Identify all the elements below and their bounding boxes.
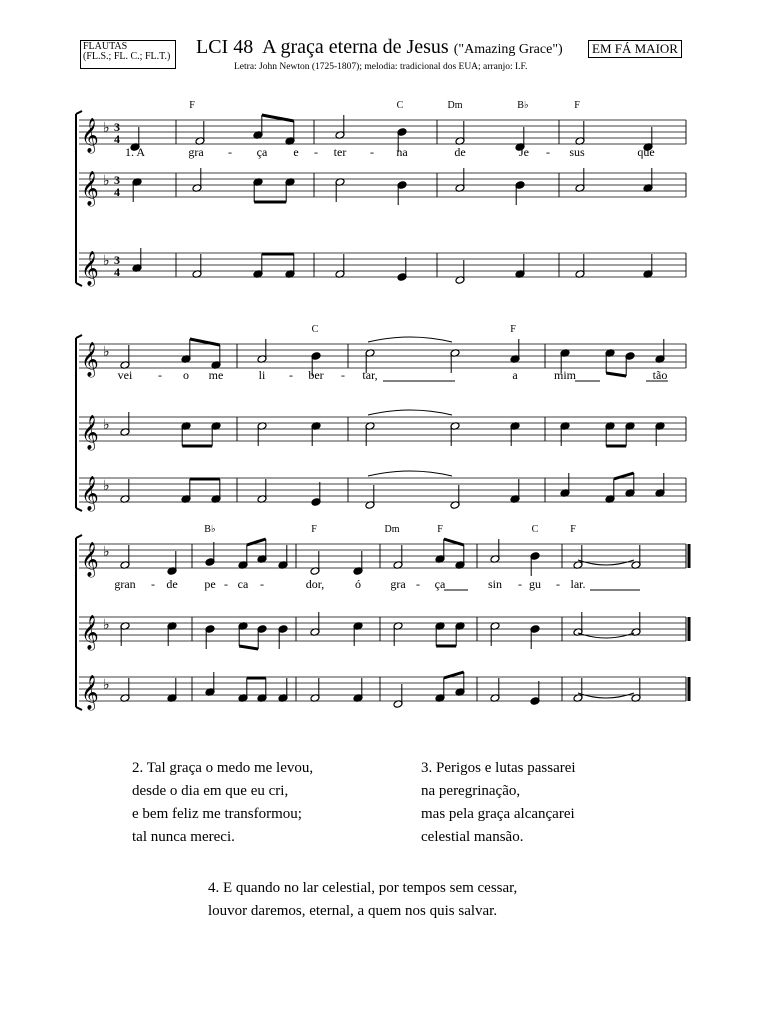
- flat-sign-icon: ♭: [103, 418, 110, 433]
- lyric-hyphen: -: [416, 577, 420, 591]
- tie: [578, 693, 634, 698]
- lyric-syllable: vei: [117, 368, 133, 382]
- lyric-hyphen: -: [151, 577, 155, 591]
- lyric-syllable: 1. A: [124, 145, 146, 159]
- credits-line: Letra: John Newton (1725-1807); melodia: tradicional dos EUA; arranjo: I.F.: [234, 62, 528, 72]
- tie: [368, 337, 452, 342]
- verse-line: 4. E quando no lar celestial, por tempos sem cessar,: [208, 880, 518, 896]
- chord-symbol: Dm: [384, 524, 400, 535]
- time-signature-bottom: 4: [114, 132, 120, 146]
- verse-line: na peregrinação,: [421, 783, 521, 799]
- lyric-syllable: Je: [519, 145, 529, 159]
- treble-clef-icon: 𝄞: [81, 172, 99, 205]
- lyric-hyphen: -: [224, 577, 228, 591]
- chord-symbol: F: [574, 100, 580, 111]
- lyric-hyphen: -: [546, 145, 550, 159]
- lyric-syllable: sin: [487, 577, 503, 591]
- lyric-syllable: que: [637, 145, 655, 159]
- lyric-syllable: tar,: [362, 368, 378, 382]
- lyric-syllable: gran: [114, 577, 136, 591]
- verse-line: e bem feliz me transformou;: [132, 806, 302, 822]
- treble-clef-icon: 𝄞: [81, 477, 99, 510]
- verse-line: tal nunca mereci.: [132, 829, 235, 845]
- key-box: EM FÁ MAIOR: [588, 40, 682, 58]
- lyric-syllable: ó: [355, 577, 361, 591]
- flat-sign-icon: ♭: [103, 254, 110, 269]
- verse-4: [208, 877, 517, 923]
- lyric-hyphen: -: [260, 577, 264, 591]
- hymn-title: A graça eterna de Jesus: [262, 36, 449, 58]
- tie: [368, 471, 452, 476]
- lyric-syllable: lar.: [570, 577, 586, 591]
- lyric-syllable: ça: [256, 145, 268, 159]
- flat-sign-icon: ♭: [103, 545, 110, 560]
- chord-symbol: C: [396, 100, 404, 111]
- tie: [578, 560, 634, 565]
- time-signature-top: 3: [114, 173, 120, 187]
- flat-sign-icon: ♭: [103, 174, 110, 189]
- treble-clef-icon: 𝄞: [81, 676, 99, 709]
- hymn-subtitle: ("Amazing Grace"): [453, 42, 563, 57]
- lyric-syllable: e: [293, 145, 299, 159]
- verse-line: 3. Perigos e lutas passarei: [421, 760, 576, 776]
- chord-symbol: F: [311, 524, 317, 535]
- time-signature-top: 3: [114, 253, 120, 267]
- tie: [368, 410, 452, 415]
- verse-line: 2. Tal graça o medo me levou,: [132, 760, 314, 776]
- lyric-syllable: dor,: [305, 577, 325, 591]
- note-beam: [239, 646, 258, 649]
- flat-sign-icon: ♭: [103, 678, 110, 693]
- lyric-syllable: na: [396, 145, 408, 159]
- lyric-hyphen: -: [289, 368, 293, 382]
- lyric-syllable: pe: [204, 577, 216, 591]
- lyric-syllable: ca: [237, 577, 249, 591]
- lyric-syllable: o: [183, 368, 189, 382]
- lyric-syllable: me: [208, 368, 224, 382]
- lyric-hyphen: -: [370, 145, 374, 159]
- treble-clef-icon: 𝄞: [81, 616, 99, 649]
- verse-line: mas pela graça alcançarei: [421, 806, 575, 822]
- chord-symbol: F: [437, 524, 443, 535]
- lyric-hyphen: -: [556, 577, 560, 591]
- note-beam: [606, 373, 626, 376]
- treble-clef-icon: 𝄞: [81, 252, 99, 285]
- instrument-parts: (FL.S.; FL. C.; FL.T.): [83, 51, 171, 62]
- lyric-syllable: tão: [652, 368, 668, 382]
- verse-3: [421, 757, 576, 849]
- lyric-syllable: a: [512, 368, 518, 382]
- lyric-syllable: mim: [553, 368, 577, 382]
- lyric-syllable: gu: [529, 577, 541, 591]
- lyric-hyphen: -: [518, 577, 522, 591]
- chord-symbol: C: [531, 524, 539, 535]
- lyric-syllable: sus: [569, 145, 585, 159]
- chord-symbol: F: [189, 100, 195, 111]
- lyric-hyphen: -: [158, 368, 162, 382]
- chord-symbol: B♭: [204, 524, 216, 535]
- treble-clef-icon: 𝄞: [81, 416, 99, 449]
- verse-line: louvor daremos, eternal, a quem nos quis salvar.: [208, 903, 498, 919]
- flat-sign-icon: ♭: [103, 618, 110, 633]
- lyric-syllable: li: [258, 368, 266, 382]
- instrument-label: FLAUTAS: [83, 41, 128, 52]
- lyric-syllable: gra: [390, 577, 406, 591]
- lyric-hyphen: -: [228, 145, 232, 159]
- chord-symbol: F: [510, 324, 516, 335]
- verse-line: celestial mansão.: [421, 829, 524, 845]
- tie: [578, 633, 634, 638]
- lyric-hyphen: -: [314, 145, 318, 159]
- lyric-syllable: ber: [308, 368, 324, 382]
- time-signature-bottom: 4: [114, 265, 120, 279]
- chord-symbol: B♭: [517, 100, 529, 111]
- lyric-syllable: de: [454, 145, 466, 159]
- lyric-hyphen: -: [341, 368, 345, 382]
- treble-clef-icon: 𝄞: [81, 343, 99, 376]
- lyric-syllable: de: [166, 577, 178, 591]
- chord-symbol: Dm: [447, 100, 463, 111]
- lyric-syllable: ter: [333, 145, 347, 159]
- flat-sign-icon: ♭: [103, 479, 110, 494]
- chord-symbol: F: [570, 524, 576, 535]
- treble-clef-icon: 𝄞: [81, 543, 99, 576]
- verse-2: [132, 757, 313, 849]
- treble-clef-icon: 𝄞: [81, 119, 99, 152]
- verse-line: desde o dia em que eu cri,: [132, 783, 289, 799]
- hymn-code: LCI 48: [196, 36, 254, 58]
- flat-sign-icon: ♭: [103, 121, 110, 136]
- time-signature-top: 3: [114, 120, 120, 134]
- lyric-syllable: ça: [434, 577, 446, 591]
- flat-sign-icon: ♭: [103, 345, 110, 360]
- chord-symbol: C: [311, 324, 319, 335]
- lyric-syllable: gra: [188, 145, 204, 159]
- time-signature-bottom: 4: [114, 185, 120, 199]
